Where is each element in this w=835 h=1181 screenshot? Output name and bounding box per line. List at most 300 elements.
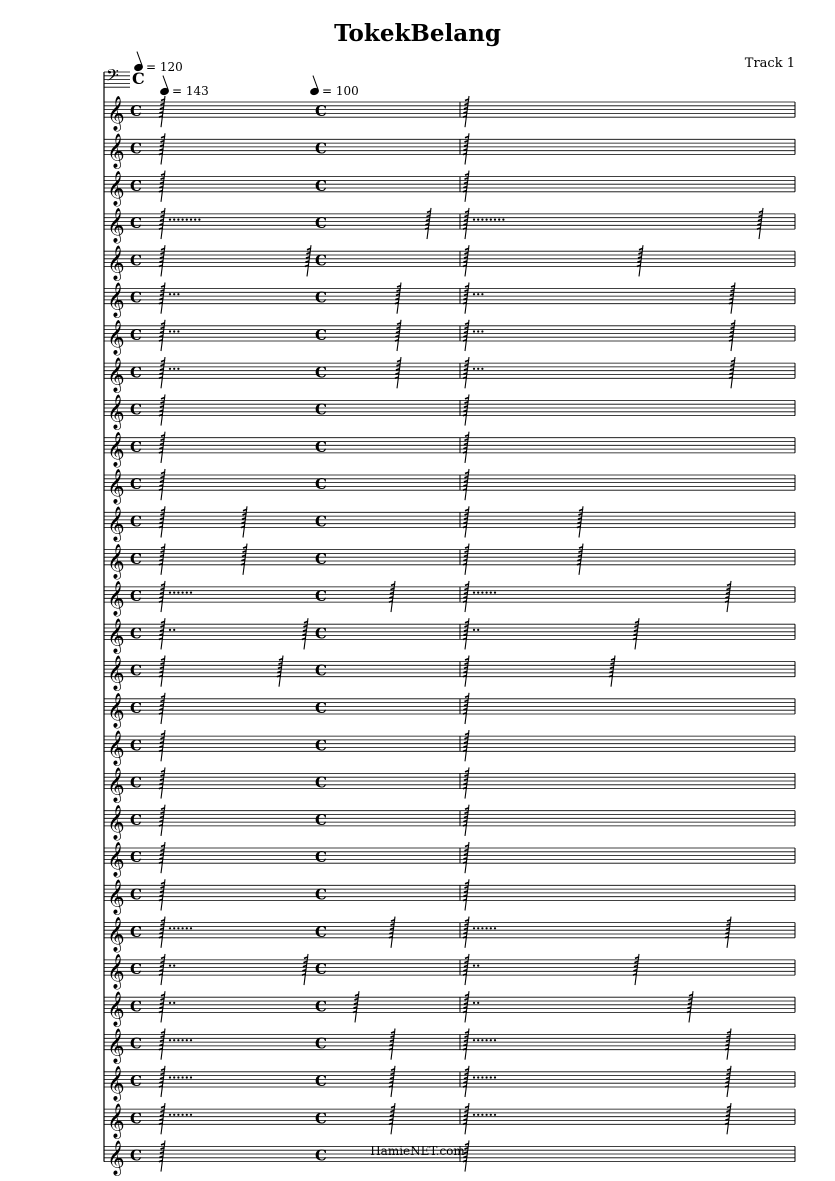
treble-clef-icon: 𝄞: [107, 170, 125, 206]
time-signature: C: [130, 102, 142, 121]
rest-dot: [494, 1076, 496, 1078]
rest-dot: [477, 368, 479, 370]
time-signature: C: [315, 437, 327, 456]
rest-dot: [169, 965, 171, 967]
rest-dot: [477, 927, 479, 929]
rest: [725, 1066, 731, 1097]
time-signature: C: [315, 997, 327, 1016]
rest-dot: [190, 1076, 192, 1078]
rest-dot: [177, 1114, 179, 1116]
treble-clef-icon: 𝄞: [107, 320, 125, 355]
time-signature: C: [130, 512, 142, 531]
rest: [241, 506, 247, 537]
rest-dot: [169, 629, 171, 631]
treble-clef-icon: 𝄞: [107, 1103, 125, 1139]
rest: [395, 283, 401, 314]
staff: [104, 581, 795, 617]
rest: [463, 208, 505, 239]
rest-dot: [173, 965, 175, 967]
time-signature: C: [130, 1109, 142, 1128]
treble-clef-icon: 𝄞: [107, 96, 125, 132]
staff: [104, 357, 795, 393]
time-signature: C: [130, 885, 142, 904]
time-signature: C: [130, 1072, 142, 1090]
treble-clef-icon: 𝄞: [107, 767, 125, 803]
rest: [353, 991, 359, 1022]
time-signature: C: [315, 699, 327, 717]
rest-dot: [177, 1039, 179, 1041]
rest: [463, 805, 469, 836]
rest-dot: [490, 219, 492, 221]
rest: [159, 506, 165, 537]
rest-dot: [473, 330, 475, 332]
rest: [159, 394, 165, 425]
tempo-mark-1: = 120: [134, 60, 183, 74]
rest: [159, 730, 165, 761]
rest: [463, 879, 469, 910]
rest: [633, 954, 639, 985]
footer-credit: HamieNET.com: [370, 1144, 465, 1158]
time-signature: C: [315, 587, 327, 606]
rest-dot: [473, 1039, 475, 1041]
rest: [687, 991, 693, 1022]
rest-dot: [177, 927, 179, 929]
rest-dot: [481, 330, 483, 332]
rest-dot: [190, 927, 192, 929]
rest-dot: [177, 330, 179, 332]
rest: [159, 208, 201, 239]
time-signature: C: [315, 1072, 327, 1090]
rest: [159, 842, 165, 873]
rest-dot: [173, 629, 175, 631]
rest: [633, 618, 639, 649]
rest: [159, 544, 165, 575]
rest: [463, 693, 469, 724]
rest-dot: [490, 592, 492, 594]
rest-dot: [169, 368, 171, 370]
rest: [463, 96, 469, 127]
time-signature: C: [315, 1146, 327, 1165]
rest-dot: [477, 1076, 479, 1078]
rest-dot: [473, 927, 475, 929]
rest: [725, 917, 731, 948]
rest-dot: [481, 1076, 483, 1078]
rest: [159, 879, 165, 910]
rest: [389, 1103, 395, 1134]
time-signature: C: [315, 326, 327, 344]
time-signature: C: [315, 885, 327, 904]
time-signature: C: [130, 699, 142, 717]
rest-dot: [486, 1039, 488, 1041]
treble-clef-icon: 𝄞: [107, 954, 125, 990]
time-signature: C: [130, 326, 142, 344]
time-signature: C: [130, 960, 142, 979]
rest: [463, 1029, 496, 1060]
time-signature: C: [315, 736, 327, 755]
rest: [389, 581, 395, 612]
rest-dot: [190, 1039, 192, 1041]
treble-clef-icon: 𝄞: [107, 991, 125, 1027]
staff: [104, 767, 795, 803]
staff: [104, 730, 795, 766]
rest-dot: [473, 592, 475, 594]
rest-dot: [173, 1039, 175, 1041]
rest-dot: [169, 927, 171, 929]
rest-dot: [473, 368, 475, 370]
rest-dot: [169, 1076, 171, 1078]
rest: [463, 432, 469, 463]
rest-dot: [473, 629, 475, 631]
staff: [104, 842, 795, 878]
rest: [302, 618, 308, 649]
rest-dot: [473, 293, 475, 295]
staff: [104, 917, 795, 953]
rest: [463, 1066, 496, 1097]
rest: [463, 357, 484, 388]
rest-dot: [182, 219, 184, 221]
time-signature: C: [315, 288, 327, 307]
rest-dot: [502, 219, 504, 221]
staff: [104, 805, 795, 841]
time-signature: C: [315, 661, 327, 680]
rest: [463, 469, 469, 500]
time-signature: C: [130, 288, 142, 307]
rest-dot: [481, 592, 483, 594]
rest-dot: [198, 219, 200, 221]
staff: [104, 544, 795, 580]
rest-dot: [477, 1039, 479, 1041]
rest-dot: [477, 293, 479, 295]
time-signature: C: [130, 997, 142, 1016]
rest-dot: [473, 965, 475, 967]
time-signature: C: [130, 922, 142, 941]
time-signature: C: [315, 475, 327, 494]
time-signature: C: [130, 139, 142, 158]
rest-dot: [169, 1039, 171, 1041]
time-signature: C: [315, 773, 327, 792]
treble-clef-icon: 𝄞: [107, 842, 125, 878]
time-signature: C: [315, 176, 327, 195]
rest-dot: [477, 1002, 479, 1004]
treble-clef-icon: 𝄞: [107, 916, 125, 952]
time-signature: C: [315, 363, 327, 382]
rest: [463, 656, 469, 687]
time-signature: C: [315, 139, 327, 158]
rest-dot: [186, 1076, 188, 1078]
rest-dot: [477, 1114, 479, 1116]
rest: [577, 544, 583, 575]
staff: [104, 432, 795, 468]
rest-dot: [481, 219, 483, 221]
rest-dot: [190, 592, 192, 594]
rest: [463, 581, 496, 612]
rest-dot: [182, 1076, 184, 1078]
rest-dot: [182, 1039, 184, 1041]
rest-dot: [473, 1002, 475, 1004]
rest-dot: [494, 1039, 496, 1041]
rest-dot: [169, 1002, 171, 1004]
rest: [159, 96, 165, 127]
rest: [463, 544, 469, 575]
treble-clef-icon: 𝄞: [107, 208, 125, 244]
rest-dot: [477, 219, 479, 221]
time-signature: C: [315, 922, 327, 941]
time-signature: C: [130, 176, 142, 195]
staff: [104, 171, 795, 207]
staff: [104, 208, 795, 244]
rest: [463, 954, 479, 985]
rest-dot: [177, 1076, 179, 1078]
treble-clef-icon: 𝄞: [107, 618, 125, 654]
treble-clef-icon: 𝄞: [107, 357, 125, 393]
rest: [159, 618, 175, 649]
time-signature: C: [130, 475, 142, 494]
rest: [637, 245, 643, 276]
rest-dot: [182, 1114, 184, 1116]
time-signature: C: [130, 848, 142, 867]
rest: [159, 171, 165, 202]
rest: [725, 1029, 731, 1060]
rest-dot: [486, 592, 488, 594]
staff: [104, 469, 795, 505]
treble-clef-icon: 𝄞: [107, 469, 125, 505]
rest: [305, 245, 311, 276]
rest: [729, 320, 735, 351]
treble-clef-icon: 𝄞: [107, 581, 125, 617]
time-signature: C: [130, 251, 142, 270]
treble-clef-icon: 𝄞: [107, 394, 125, 430]
rest: [463, 730, 469, 761]
time-signature: C: [130, 400, 142, 419]
rest-dot: [186, 592, 188, 594]
rest: [389, 1029, 395, 1060]
rest: [159, 917, 192, 948]
rest: [725, 1103, 731, 1134]
rest: [463, 1103, 496, 1134]
rest-dot: [173, 1076, 175, 1078]
rest-dot: [169, 293, 171, 295]
rest: [159, 432, 165, 463]
rest-dot: [481, 368, 483, 370]
time-signature: C: [315, 512, 327, 531]
rest-dot: [477, 629, 479, 631]
time-signature: C: [315, 549, 327, 568]
staff: [104, 618, 795, 654]
treble-clef-icon: 𝄞: [107, 431, 125, 467]
rest-dot: [477, 330, 479, 332]
treble-clef-icon: 𝄞: [107, 730, 125, 766]
time-signature: C: [132, 69, 145, 88]
rest: [389, 917, 395, 948]
time-signature: C: [130, 661, 142, 680]
rest: [463, 133, 469, 164]
rest-dot: [186, 927, 188, 929]
rest: [159, 581, 192, 612]
treble-clef-icon: 𝄞: [107, 543, 125, 579]
rest-dot: [481, 293, 483, 295]
rest: [463, 618, 479, 649]
rest-dot: [173, 1002, 175, 1004]
rest: [159, 357, 180, 388]
rest-dot: [169, 592, 171, 594]
staff: [104, 879, 795, 915]
rest: [725, 581, 731, 612]
rest-dot: [169, 1114, 171, 1116]
rest-dot: [173, 293, 175, 295]
rest-dot: [490, 1114, 492, 1116]
time-signature: C: [130, 587, 142, 606]
rest: [241, 544, 247, 575]
rest-dot: [477, 965, 479, 967]
rest-dot: [186, 219, 188, 221]
time-signature: C: [130, 363, 142, 382]
rest-dot: [173, 330, 175, 332]
rest-dot: [490, 1039, 492, 1041]
treble-clef-icon: 𝄞: [107, 693, 125, 728]
treble-clef-icon: 𝄞: [107, 1140, 125, 1176]
rest-dot: [486, 219, 488, 221]
track-label: Track 1: [744, 56, 795, 71]
rest: [159, 1103, 192, 1134]
time-signature: C: [130, 1034, 142, 1053]
rest: [389, 1066, 395, 1097]
staff: [104, 656, 795, 692]
tempo-mark-2: = 143: [160, 84, 209, 98]
rest: [729, 357, 735, 388]
rest-dot: [177, 219, 179, 221]
rest: [463, 171, 469, 202]
treble-clef-icon: 𝄞: [107, 245, 125, 281]
rest: [577, 506, 583, 537]
rest: [277, 656, 283, 687]
rest: [463, 245, 469, 276]
rest-dot: [477, 592, 479, 594]
time-signature: C: [315, 214, 327, 233]
rest-dot: [173, 927, 175, 929]
staff: [104, 954, 795, 990]
staff: [104, 1029, 795, 1065]
rest: [159, 656, 165, 687]
rest: [729, 283, 735, 314]
staff: [104, 320, 795, 356]
staff: [104, 991, 795, 1027]
rest: [463, 506, 469, 537]
rest: [463, 842, 469, 873]
rest-dot: [481, 1039, 483, 1041]
rest-dot: [486, 1076, 488, 1078]
rest-dot: [173, 219, 175, 221]
rest-dot: [173, 592, 175, 594]
score-title: TokekBelang: [334, 20, 501, 47]
staff: [104, 133, 795, 169]
treble-clef-icon: 𝄞: [107, 804, 125, 840]
time-signature: C: [315, 848, 327, 867]
rest: [463, 917, 496, 948]
treble-clef-icon: 𝄞: [107, 1066, 125, 1101]
time-signature: C: [315, 1034, 327, 1053]
rest-dot: [173, 368, 175, 370]
treble-clef-icon: 𝄞: [107, 879, 125, 915]
treble-clef-icon: 𝄞: [107, 282, 125, 318]
rest-dot: [182, 927, 184, 929]
rest: [395, 357, 401, 388]
time-signature: C: [315, 810, 327, 829]
rest-dot: [486, 1114, 488, 1116]
rest-dot: [186, 1039, 188, 1041]
staff: [104, 96, 795, 132]
time-signature: C: [130, 624, 142, 643]
rest-dot: [498, 219, 500, 221]
rest: [159, 805, 165, 836]
rest: [159, 954, 175, 985]
tempo-mark-3: = 100: [310, 84, 359, 98]
time-signature: C: [315, 960, 327, 979]
staff: [104, 394, 795, 430]
bass-staff: [104, 65, 145, 89]
rest-dot: [473, 1076, 475, 1078]
rest-dot: [473, 219, 475, 221]
staff: [104, 245, 795, 281]
time-signature: C: [130, 214, 142, 233]
time-signature: C: [315, 1109, 327, 1128]
rest-dot: [494, 927, 496, 929]
rest-dot: [194, 219, 196, 221]
rest-dot: [494, 219, 496, 221]
rest-dot: [490, 1076, 492, 1078]
rest-dot: [177, 293, 179, 295]
time-signature: C: [130, 437, 142, 456]
rest-dot: [486, 927, 488, 929]
time-signature: C: [315, 102, 327, 121]
time-signature: C: [130, 1146, 142, 1165]
rest: [425, 208, 431, 239]
rest-dot: [177, 592, 179, 594]
staff: [104, 693, 795, 729]
rest-dot: [177, 368, 179, 370]
rest: [159, 469, 165, 500]
treble-clef-icon: 𝄞: [107, 655, 125, 691]
rest-dot: [182, 592, 184, 594]
rest-dot: [473, 1114, 475, 1116]
rest: [159, 245, 165, 276]
staff: [104, 283, 795, 319]
rest-dot: [481, 1114, 483, 1116]
time-signature: C: [315, 624, 327, 643]
treble-clef-icon: 𝄞: [107, 1028, 125, 1064]
rest-dot: [481, 927, 483, 929]
rest: [159, 283, 180, 314]
treble-clef-icon: 𝄞: [107, 133, 125, 169]
rest: [757, 208, 763, 239]
treble-clef-icon: 𝄞: [107, 506, 125, 542]
rest: [159, 693, 165, 724]
rest-dot: [494, 592, 496, 594]
rest: [159, 320, 180, 351]
bass-clef-icon: 𝄢: [106, 65, 119, 89]
rest: [463, 991, 479, 1022]
rest: [302, 954, 308, 985]
rest-dot: [173, 1114, 175, 1116]
time-signature: C: [130, 773, 142, 792]
rest: [609, 656, 615, 687]
staff: [104, 1103, 795, 1139]
rest: [463, 283, 484, 314]
rest-dot: [169, 330, 171, 332]
rest-dot: [490, 927, 492, 929]
rest: [159, 1029, 192, 1060]
rest: [159, 991, 175, 1022]
rest: [395, 320, 401, 351]
